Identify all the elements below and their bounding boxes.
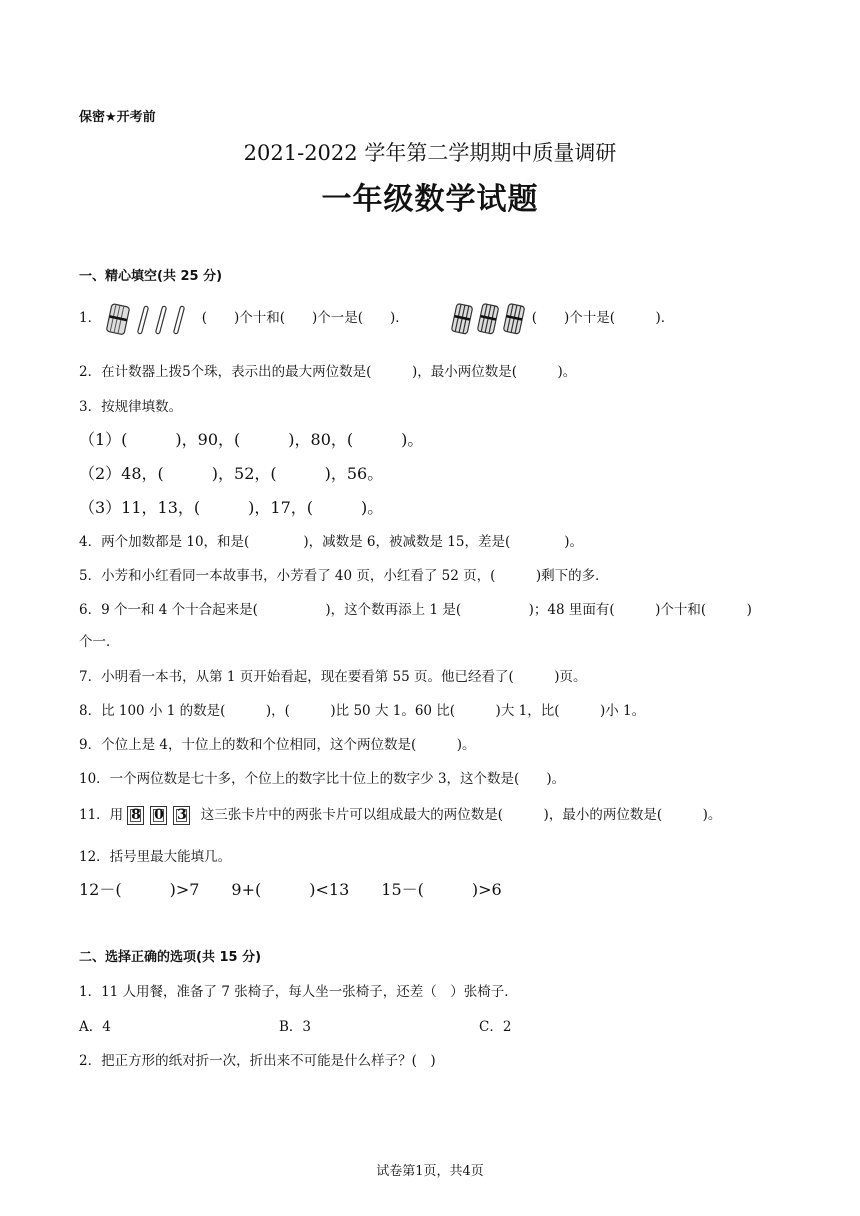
section-2-title: 二、选择正确的选项(共 15 分) bbox=[79, 950, 262, 965]
question-1-6-continued: 个一． bbox=[79, 634, 120, 650]
page-footer: 试卷第1页，共4页 bbox=[376, 1164, 484, 1179]
question-1-3-3: （3）11，13，( )，17，( )。 bbox=[79, 498, 384, 517]
question-1-11-suffix: 这三张卡片中的两张卡片可以组成最大的两位数是( )，最小的两位数是( )。 bbox=[200, 807, 722, 823]
question-number: 1． bbox=[79, 310, 102, 326]
option-c: C．2 bbox=[479, 1019, 512, 1035]
question-1-3: 3．按规律填数。 bbox=[79, 399, 183, 415]
question-1-2: 2．在计数器上拨5个珠，表示出的最大两位数是( )，最小两位数是( )。 bbox=[79, 364, 577, 380]
section-1-title: 一、精心填空(共 25 分) bbox=[79, 269, 223, 284]
question-1-12: 12．括号里最大能填几。 bbox=[79, 849, 232, 865]
question-1-1-text-a: ( )个十和( )个一是( )． bbox=[201, 310, 409, 326]
question-1-8: 8．比 100 小 1 的数是( )，( )比 50 大 1。60 比( )大 1，比( )小 1。 bbox=[79, 703, 646, 719]
question-1-11 bbox=[79, 803, 721, 825]
question-1-3-1: （1）( )，90，( )，80，( )。 bbox=[79, 430, 424, 449]
exam-title: 2021-2022 学年第二学期期中质量调研 bbox=[243, 141, 617, 165]
digit-card: 0 bbox=[150, 806, 167, 825]
confidential-label: 保密★开考前 bbox=[79, 110, 156, 125]
bundle-one-ten-three-ones-icon bbox=[105, 302, 197, 336]
question-1-1-text-b: ( )个十是( )． bbox=[531, 310, 675, 326]
bundle-three-tens-icon bbox=[451, 302, 527, 336]
question-1-6: 6．9 个一和 4 个十合起来是( )，这个数再添上 1 是( )；48 里面有( )个十和( ) bbox=[79, 602, 752, 618]
question-1-1 bbox=[79, 300, 674, 336]
question-2-1: 1．11 人用餐，准备了 7 张椅子，每人坐一张椅子，还差（ ）张椅子． bbox=[79, 984, 518, 1000]
question-1-3-2: （2）48，( )，52，( )，56。 bbox=[79, 464, 384, 483]
question-1-7: 7．小明看一本书，从第 1 页开始看起，现在要看第 55 页。他已经看了( )页。 bbox=[79, 669, 587, 685]
option-a: A．4 bbox=[79, 1019, 111, 1035]
question-1-5: 5．小芳和小红看同一本故事书，小芳看了 40 页，小红看了 52 页，( )剩下的多． bbox=[79, 568, 609, 584]
question-2-2: 2．把正方形的纸对折一次，折出来不可能是什么样子？( ) bbox=[79, 1053, 436, 1069]
question-1-9: 9．个位上是 4，十位上的数和个位相同，这个两位数是( )。 bbox=[79, 737, 476, 753]
question-1-10: 10．一个两位数是七十多，个位上的数字比十位上的数字少 3，这个数是( )。 bbox=[79, 771, 566, 787]
main-title: 一年级数学试题 bbox=[321, 182, 539, 217]
question-1-12-expressions: 12－( )>7 9+( )<13 15－( )>6 bbox=[79, 880, 502, 899]
question-1-4: 4．两个加数都是 10，和是( )，减数是 6，被减数是 15，差是( )。 bbox=[79, 534, 583, 550]
digit-card: 8 bbox=[127, 806, 144, 825]
option-b: B．3 bbox=[279, 1019, 312, 1035]
digit-card: 3 bbox=[173, 806, 190, 825]
question-1-11-prefix: 11．用 bbox=[79, 807, 124, 823]
